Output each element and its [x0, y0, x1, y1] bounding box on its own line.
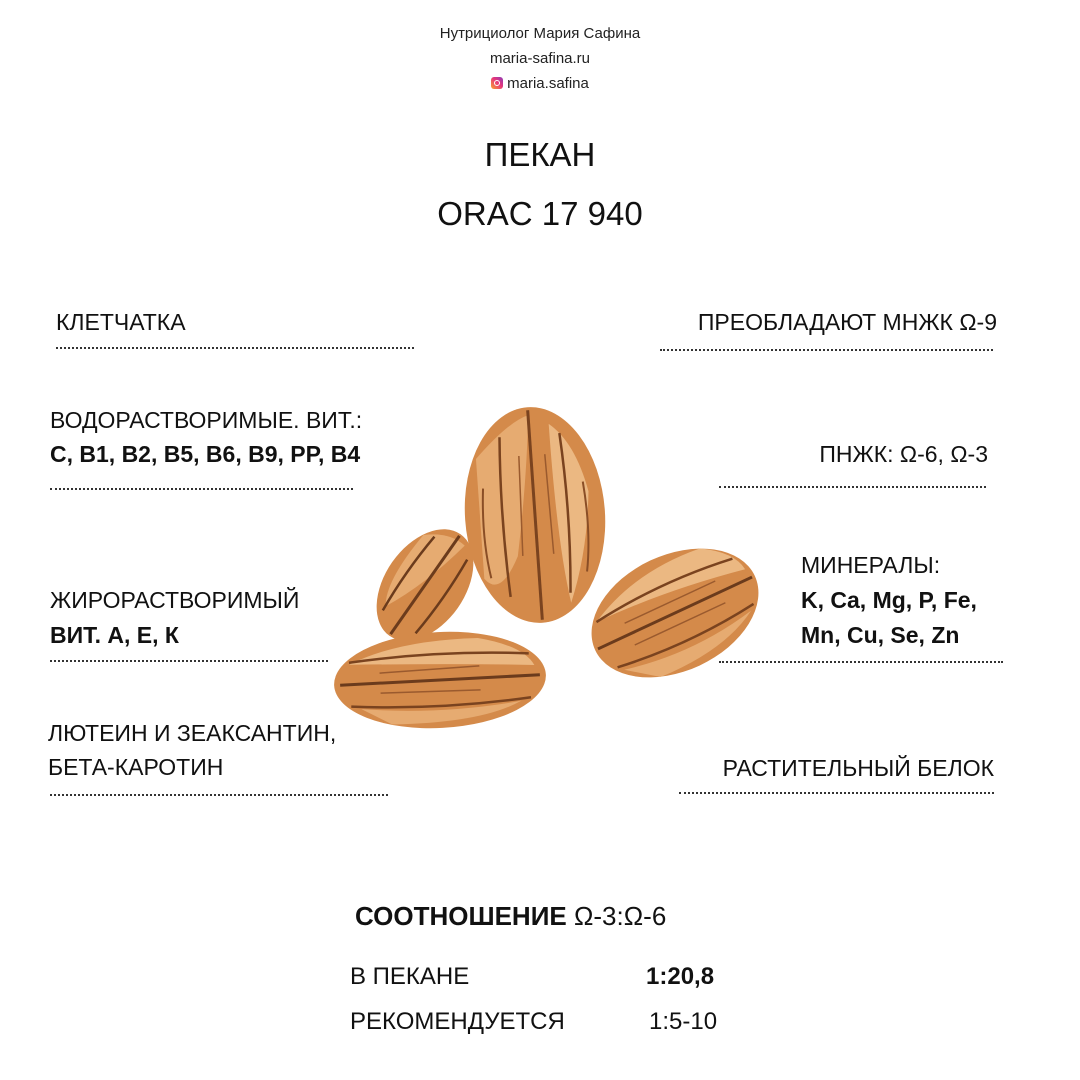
divider: [50, 660, 328, 662]
lutein-line1: ЛЮТЕИН И ЗЕАКСАНТИН,: [48, 720, 337, 746]
divider: [56, 347, 414, 349]
instagram-icon: [491, 77, 503, 89]
divider: [50, 794, 388, 796]
instagram-label: maria.safina: [507, 75, 589, 92]
divider: [660, 349, 993, 351]
protein-label: РАСТИТЕЛЬНЫЙ БЕЛОК: [722, 755, 994, 781]
lutein-line2: БЕТА-КАРОТИН: [48, 754, 224, 780]
orac-value: ORAC 17 940: [437, 195, 643, 232]
ratio-row-value: 1:5-10: [649, 1008, 718, 1035]
page-title: ПЕКАН: [484, 136, 596, 173]
water-soluble-list: C, B1, B2, B5, B6, B9, PP, B4: [50, 441, 361, 467]
mufa-label: ПРЕОБЛАДАЮТ МНЖК Ω-9: [697, 309, 997, 335]
ratio-title-bold: СООТНОШЕНИЕ: [355, 901, 567, 931]
pecan-illustration: [330, 405, 770, 735]
pufa-label: ПНЖК: Ω-6, Ω-3: [819, 441, 988, 467]
website-link[interactable]: maria-safina.ru: [489, 50, 591, 67]
ratio-title: [355, 901, 666, 932]
divider: [50, 488, 353, 490]
ratio-row-label: В ПЕКАНЕ: [350, 963, 470, 990]
minerals-line2: Mn, Cu, Se, Zn: [801, 622, 960, 648]
instagram-handle[interactable]: [0, 75, 1080, 92]
author-name: Нутрициолог Мария Сафина: [439, 25, 641, 42]
minerals-title: МИНЕРАЛЫ:: [801, 552, 941, 578]
ratio-title-rest: Ω-3:Ω-6: [566, 901, 667, 931]
water-soluble-title: ВОДОРАСТВОРИМЫЕ. ВИТ.:: [50, 407, 363, 433]
pecan-nut-top: [458, 405, 613, 628]
fat-soluble-title: ЖИРОРАСТВОРИМЫЙ: [50, 587, 300, 613]
ratio-row-label: РЕКОМЕНДУЕТСЯ: [350, 1008, 565, 1035]
minerals-line1: K, Ca, Mg, P, Fe,: [801, 587, 977, 613]
ratio-row-value: 1:20,8: [646, 963, 715, 990]
pecan-nut-bottom: [332, 627, 549, 734]
fiber-label: КЛЕТЧАТКА: [56, 309, 186, 335]
fat-soluble-list: ВИТ. А, Е, К: [50, 622, 179, 648]
divider: [679, 792, 994, 794]
